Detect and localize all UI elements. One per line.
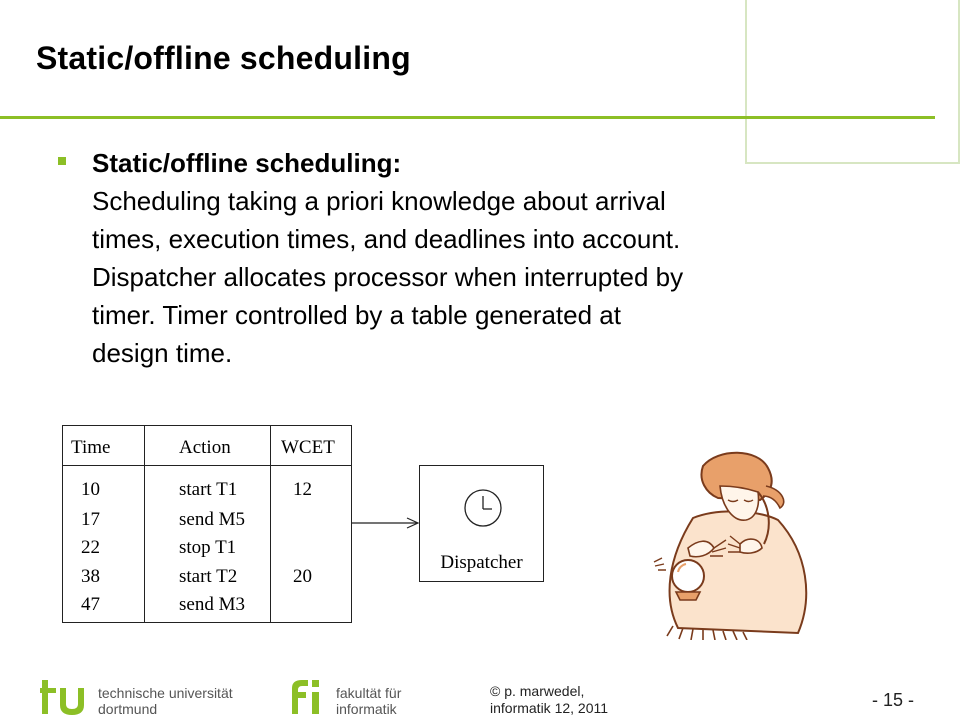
faculty-line: fakultät für	[336, 685, 402, 701]
university-name	[98, 685, 233, 717]
table-column-divider	[144, 426, 145, 622]
university-line: technische universität	[98, 685, 233, 701]
bullet-line: times, execution times, and deadlines into account.	[92, 224, 681, 254]
page-number: - 15 -	[872, 690, 915, 710]
corner-frame-left-line	[745, 0, 747, 164]
faculty-name	[336, 685, 401, 717]
copyright-line: © p. marwedel,	[490, 683, 585, 699]
cell-time: 47	[81, 594, 100, 615]
tu-logo-icon	[40, 678, 92, 716]
cell-action: send M3	[179, 594, 245, 615]
bullet-line: Dispatcher allocates processor when interrupted by	[92, 262, 684, 292]
copyright-line: informatik 12, 2011	[490, 700, 609, 716]
university-line: dortmund	[98, 701, 158, 717]
dispatcher-box	[419, 465, 544, 582]
table-column-divider	[270, 426, 271, 622]
cell-action: start T2	[179, 566, 238, 587]
arrow-right-icon	[351, 512, 421, 534]
slide-title: Static/offline scheduling	[36, 40, 411, 76]
cell-wcet: 12	[293, 479, 312, 500]
header-wcet: WCET	[281, 437, 335, 458]
faculty-line: informatik	[336, 701, 397, 717]
bullet-line: Scheduling taking a priori knowledge about arrival	[92, 186, 666, 216]
bullet-heading: Static/offline scheduling:	[92, 148, 402, 178]
schedule-table	[62, 425, 352, 623]
cell-time: 10	[81, 479, 100, 500]
bullet-square-icon	[58, 157, 66, 165]
dispatcher-label: Dispatcher	[440, 552, 523, 573]
cell-time: 22	[81, 537, 100, 558]
header-action: Action	[179, 437, 231, 458]
cell-time: 17	[81, 509, 100, 530]
fi-logo-icon	[288, 678, 332, 716]
cell-wcet: 20	[293, 566, 312, 587]
copyright-notice	[490, 683, 608, 717]
fortune-teller-icon	[648, 448, 830, 640]
bullet-line: timer. Timer controlled by a table generated at	[92, 300, 621, 330]
bullet-text	[92, 144, 852, 372]
cell-time: 38	[81, 566, 100, 587]
title-underline	[0, 116, 935, 119]
bullet-line: design time.	[92, 338, 233, 368]
clock-icon	[463, 488, 503, 528]
cell-action: start T1	[179, 479, 238, 500]
cell-action: stop T1	[179, 537, 237, 558]
header-time: Time	[71, 437, 111, 458]
cell-action: send M5	[179, 509, 245, 530]
